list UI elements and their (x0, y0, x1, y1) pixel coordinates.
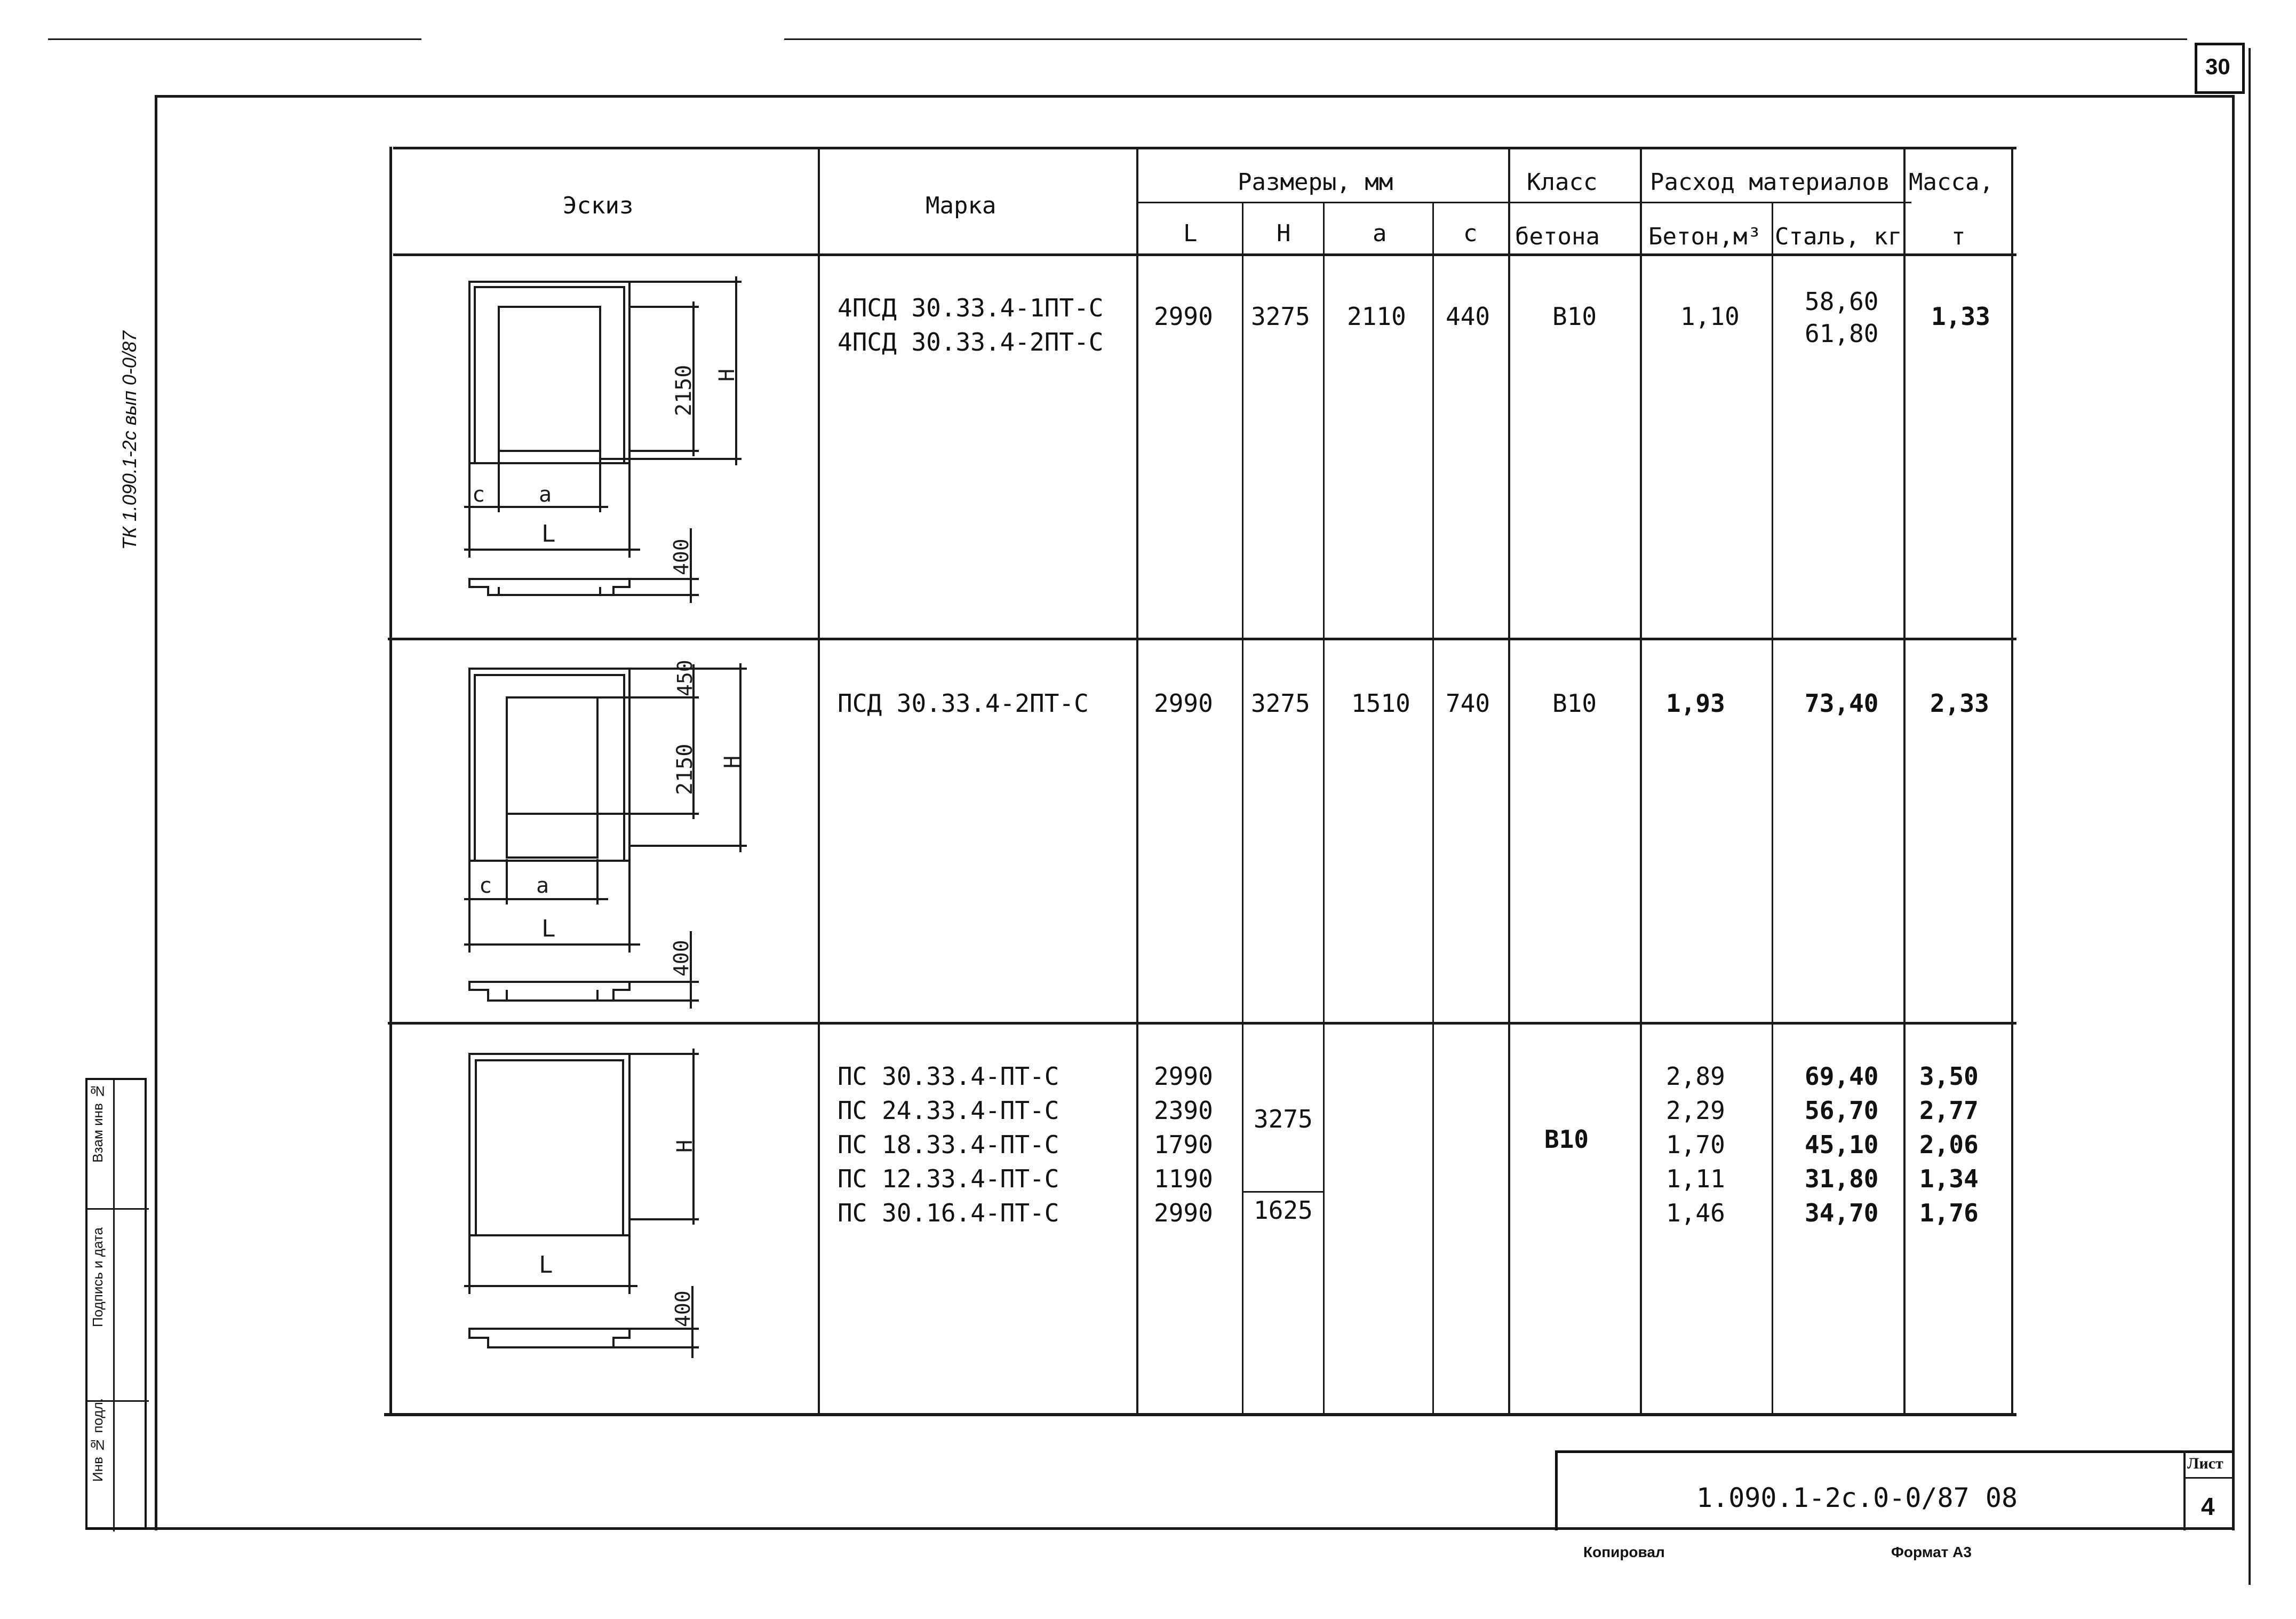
table-col-right (2011, 147, 2013, 1416)
sketch1-L-label: L (541, 520, 556, 547)
header-consumption: Расход материалов (1650, 169, 1891, 196)
table-top (393, 147, 2016, 149)
row3-mass-4: 1,34 (1919, 1164, 1979, 1193)
row1-steel-1: 58,60 (1805, 287, 1879, 316)
sketch-row2 (448, 654, 747, 1017)
table-header-mid (1138, 202, 1911, 203)
row3-steel-2: 56,70 (1805, 1096, 1879, 1125)
table-col-H-a (1323, 202, 1325, 1025)
row3-mark-1: ПС 30.33.4-ПТ-С (838, 1062, 1059, 1091)
stamp-sign-label: Подпись и дата (90, 1227, 106, 1328)
frame-top (155, 95, 2233, 98)
row3-L-3: 1790 (1154, 1130, 1213, 1159)
row1-mark-2: 4ПСД 30.33.4-2ПТ-С (838, 328, 1104, 356)
row3-steel-5: 34,70 (1805, 1199, 1879, 1227)
sketch3-L-label: L (539, 1251, 553, 1279)
row1-class: В10 (1552, 302, 1597, 331)
row1-steel-2: 61,80 (1805, 319, 1879, 348)
row2-concrete: 1,93 (1666, 689, 1725, 718)
frame-right (2232, 95, 2235, 1530)
table-col-mark-L (1136, 147, 1138, 1416)
header-dims: Размеры, мм (1238, 169, 1393, 196)
table-col-concrete-steel (1772, 202, 1773, 1416)
row1-a: 2110 (1347, 302, 1406, 331)
sketch1-thick-label: 400 (669, 538, 693, 575)
row3-H-2: 1625 (1254, 1196, 1313, 1225)
table-col-steel-mass (1903, 147, 1906, 1416)
header-mass-1: Масса, (1909, 169, 1994, 196)
top-margin-line-right (784, 38, 2187, 40)
row3-steel (1805, 1059, 1878, 1230)
row3-concrete-5: 1,46 (1666, 1199, 1725, 1227)
sketch2-thick-label: 400 (669, 940, 693, 977)
header-mark: Марка (926, 192, 996, 219)
sketch2-L-label: L (541, 915, 556, 942)
title-block-divider (2183, 1450, 2186, 1530)
header-steel: Сталь, кг (1775, 223, 1902, 250)
row3-mass-3: 2,06 (1919, 1130, 1979, 1159)
row3-concrete-2: 2,29 (1666, 1096, 1725, 1125)
table-col-left (389, 147, 392, 1416)
row3-steel-4: 31,80 (1805, 1164, 1879, 1193)
row3-class: В10 (1544, 1125, 1589, 1154)
row2-steel: 73,40 (1805, 689, 1879, 718)
header-dim-L: L (1183, 220, 1198, 247)
row1-mass: 1,33 (1931, 302, 1990, 331)
row1-c: 440 (1446, 302, 1490, 331)
header-class-2: бетона (1515, 223, 1600, 250)
sketch1-H-label: H (715, 368, 739, 382)
header-sketch: Эскиз (563, 192, 634, 219)
top-sheet-number: 30 (2205, 54, 2230, 79)
row2-mass: 2,33 (1930, 689, 1989, 718)
row3-mark-3: ПС 18.33.4-ПТ-С (838, 1130, 1059, 1159)
row2-mark: ПСД 30.33.4-2ПТ-С (838, 689, 1089, 718)
side-note: ТК 1.090.1-2с вып 0-0/87 (118, 331, 140, 550)
row1-L: 2990 (1154, 302, 1213, 331)
row2-H: 3275 (1251, 689, 1310, 718)
row1-concrete: 1,10 (1680, 302, 1740, 331)
sketch-row1 (448, 267, 747, 614)
row1-H: 3275 (1251, 302, 1310, 331)
row3-concrete (1666, 1059, 1725, 1230)
table-col-H-a-r3 (1323, 1022, 1325, 1416)
sketch2-a-label: a (536, 874, 549, 898)
row2-c: 740 (1446, 689, 1490, 718)
row3-mark-4: ПС 12.33.4-ПТ-С (838, 1164, 1059, 1193)
header-dim-a: a (1373, 220, 1387, 247)
row3-H-divider (1243, 1191, 1324, 1193)
sketch2-c-label: c (479, 874, 492, 898)
row3-concrete-1: 2,89 (1666, 1062, 1725, 1091)
sketch2-H-label: H (720, 755, 745, 768)
row3-marks (838, 1059, 1059, 1230)
format-label: Формат А3 (1891, 1544, 1972, 1560)
row3-steel-3: 45,10 (1805, 1130, 1879, 1159)
table-col-c-class (1508, 147, 1510, 1416)
header-mass-2: т (1951, 223, 1966, 250)
row3-mass (1919, 1059, 1979, 1230)
row3-L-4: 1190 (1154, 1164, 1213, 1193)
table-col-class-cons (1640, 147, 1642, 1416)
sketch3-H-label: H (673, 1139, 697, 1153)
sheet-label: Лист (2187, 1455, 2223, 1472)
row3-L-1: 2990 (1154, 1062, 1213, 1091)
sketch1-c-label: c (472, 482, 485, 507)
row2-L: 2990 (1154, 689, 1213, 718)
row2-class: В10 (1552, 689, 1597, 718)
row1-mark-1: 4ПСД 30.33.4-1ПТ-С (838, 293, 1104, 322)
row3-mass-5: 1,76 (1919, 1199, 1979, 1227)
row2-a: 1510 (1351, 689, 1410, 718)
table-col-L-H (1242, 202, 1243, 1416)
row3-H-1: 3275 (1254, 1105, 1313, 1133)
header-concrete: Бетон,м³ (1648, 223, 1761, 250)
header-class-1: Класс (1527, 169, 1598, 196)
row3-L-2: 2390 (1154, 1096, 1213, 1125)
row3-mark-5: ПС 30.16.4-ПТ-С (838, 1199, 1059, 1227)
table-col-a-c (1432, 202, 1434, 1416)
row3-mark-2: ПС 24.33.4-ПТ-С (838, 1096, 1059, 1125)
sketch3-thick-label: 400 (671, 1290, 695, 1327)
header-dim-H: H (1277, 220, 1291, 247)
row3-concrete-4: 1,11 (1666, 1164, 1725, 1193)
title-block-sheet-divider (2183, 1477, 2233, 1479)
table-col-sketch-mark (818, 147, 820, 1416)
row3-mass-1: 3,50 (1919, 1062, 1979, 1091)
row3-mass-2: 2,77 (1919, 1096, 1979, 1125)
row3-L-5: 2990 (1154, 1199, 1213, 1227)
sketch-row3 (448, 1038, 747, 1401)
row1-marks (838, 291, 1104, 359)
sheet-number: 4 (2201, 1493, 2215, 1520)
stamp-inv-label: Инв № подл. (90, 1398, 106, 1482)
row1-steel (1805, 285, 1878, 350)
stamp-replace-label: Взам инв № (90, 1083, 106, 1163)
sketch1-a-label: a (539, 482, 552, 507)
sketch2-height-label: 2150 (673, 743, 697, 795)
row3-L (1154, 1059, 1213, 1230)
row3-concrete-3: 1,70 (1666, 1130, 1725, 1159)
header-dim-c: c (1463, 220, 1478, 247)
sketch1-height-label: 2150 (672, 364, 696, 416)
copied-label: Копировал (1583, 1544, 1665, 1560)
outer-right-edge (2249, 48, 2251, 1585)
frame-left (155, 95, 157, 1530)
row3-steel-1: 69,40 (1805, 1062, 1879, 1091)
sketch2-top-label: 450 (673, 660, 697, 696)
top-margin-line-left (48, 38, 421, 40)
doc-code: 1.090.1-2с.0-0/87 08 (1696, 1482, 2018, 1513)
